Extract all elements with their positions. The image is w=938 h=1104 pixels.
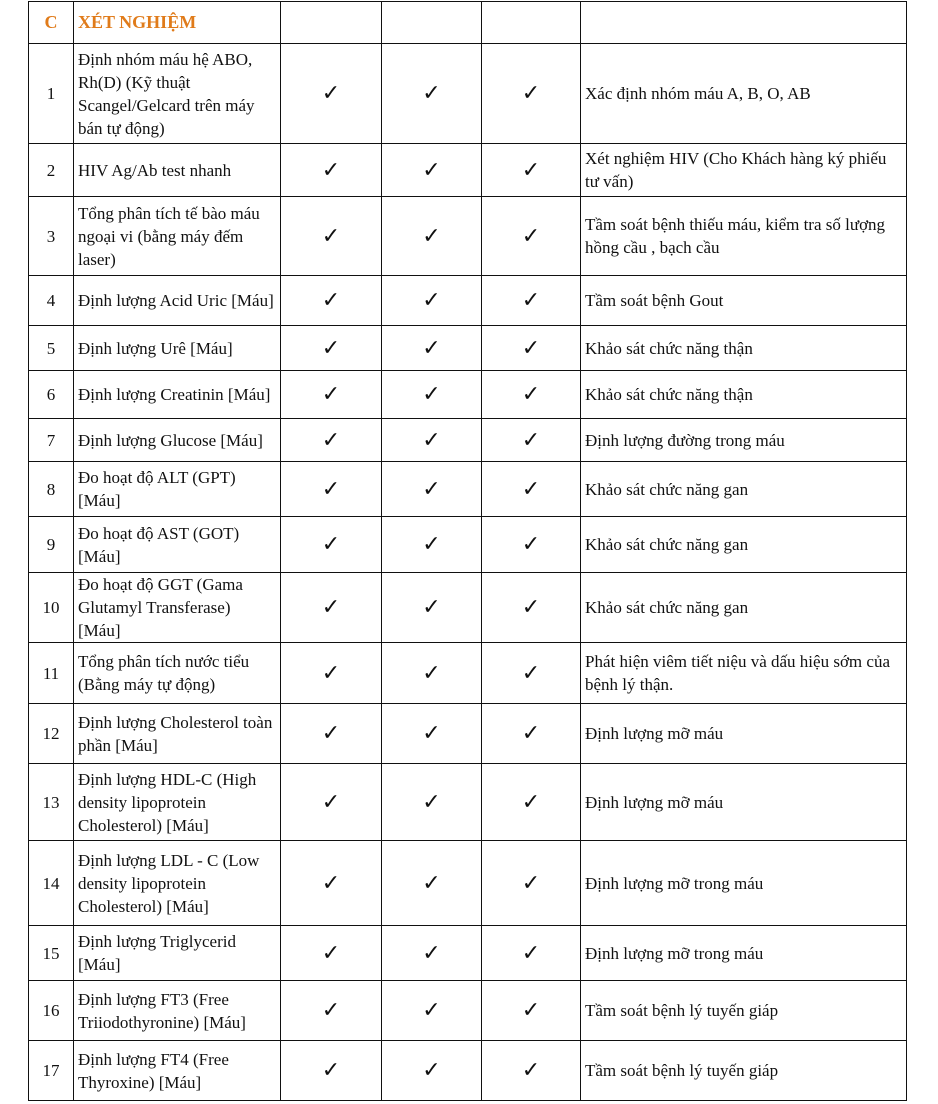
test-name: Đo hoạt độ GGT (Gama Glutamyl Transferase) [Máu] (74, 573, 281, 643)
check-icon: ✓ (281, 44, 382, 144)
row-number: 14 (29, 841, 74, 926)
table-row (29, 643, 907, 704)
table-row (29, 517, 907, 573)
check-icon: ✓ (281, 926, 382, 981)
table-row (29, 704, 907, 764)
test-name: Định lượng FT4 (Free Thyroxine) [Máu] (74, 1041, 281, 1101)
test-name: Tổng phân tích tế bào máu ngoại vi (bằng máy đếm laser) (74, 197, 281, 276)
check-icon: ✓ (281, 419, 382, 462)
test-description: Định lượng mỡ trong máu (581, 841, 907, 926)
check-icon: ✓ (382, 1041, 482, 1101)
test-description: Khảo sát chức năng gan (581, 517, 907, 573)
test-name: Định lượng HDL-C (High density lipoprotein Cholesterol) [Máu] (74, 764, 281, 841)
row-number: 5 (29, 326, 74, 371)
check-icon: ✓ (482, 419, 581, 462)
test-description: Tầm soát bệnh lý tuyến giáp (581, 1041, 907, 1101)
row-number: 16 (29, 981, 74, 1041)
check-icon: ✓ (382, 764, 482, 841)
check-icon: ✓ (382, 276, 482, 326)
check-icon: ✓ (382, 704, 482, 764)
check-icon: ✓ (281, 981, 382, 1041)
test-name: Định lượng Urê [Máu] (74, 326, 281, 371)
test-description: Phát hiện viêm tiết niệu và dấu hiệu sớm của bệnh lý thận. (581, 643, 907, 704)
table-row (29, 764, 907, 841)
check-icon: ✓ (482, 462, 581, 517)
row-number: 8 (29, 462, 74, 517)
check-icon: ✓ (382, 144, 482, 197)
check-icon: ✓ (482, 326, 581, 371)
table-row (29, 981, 907, 1041)
check-icon: ✓ (281, 764, 382, 841)
check-icon: ✓ (482, 841, 581, 926)
check-icon: ✓ (482, 981, 581, 1041)
test-name: Định lượng Triglycerid [Máu] (74, 926, 281, 981)
check-icon: ✓ (482, 764, 581, 841)
check-icon: ✓ (482, 517, 581, 573)
test-name: Định lượng FT3 (Free Triiodothyronine) [Máu] (74, 981, 281, 1041)
test-description: Định lượng mỡ trong máu (581, 926, 907, 981)
table-row (29, 197, 907, 276)
check-icon: ✓ (382, 841, 482, 926)
table-row (29, 573, 907, 643)
table-row (29, 144, 907, 197)
check-icon: ✓ (382, 419, 482, 462)
check-icon: ✓ (482, 643, 581, 704)
check-icon: ✓ (281, 462, 382, 517)
check-icon: ✓ (382, 517, 482, 573)
table-row (29, 44, 907, 144)
row-number: 2 (29, 144, 74, 197)
test-description: Xác định nhóm máu A, B, O, AB (581, 44, 907, 144)
test-description: Khảo sát chức năng gan (581, 462, 907, 517)
test-description: Khảo sát chức năng thận (581, 326, 907, 371)
test-name: Định lượng LDL - C (Low density lipoprotein Cholesterol) [Máu] (74, 841, 281, 926)
test-name: HIV Ag/Ab test nhanh (74, 144, 281, 197)
row-number: 11 (29, 643, 74, 704)
section-title: XÉT NGHIỆM (74, 2, 281, 44)
check-icon: ✓ (281, 643, 382, 704)
check-icon: ✓ (382, 462, 482, 517)
check-icon: ✓ (281, 144, 382, 197)
test-name: Định nhóm máu hệ ABO, Rh(D) (Kỹ thuật Scangel/Gelcard trên máy bán tự động) (74, 44, 281, 144)
test-description: Tầm soát bệnh lý tuyến giáp (581, 981, 907, 1041)
check-icon: ✓ (281, 326, 382, 371)
table-row (29, 419, 907, 462)
check-icon: ✓ (482, 573, 581, 643)
check-icon: ✓ (482, 371, 581, 419)
row-number: 6 (29, 371, 74, 419)
check-icon: ✓ (482, 926, 581, 981)
row-number: 4 (29, 276, 74, 326)
section-code: C (29, 2, 74, 44)
section-header-row (29, 2, 907, 44)
table-row (29, 926, 907, 981)
test-name: Tổng phân tích nước tiểu (Bằng máy tự động) (74, 643, 281, 704)
check-icon: ✓ (281, 276, 382, 326)
row-number: 3 (29, 197, 74, 276)
check-icon: ✓ (382, 326, 482, 371)
check-icon: ✓ (482, 144, 581, 197)
test-description: Tầm soát bệnh thiếu máu, kiểm tra số lượng hồng cầu , bạch cầu (581, 197, 907, 276)
check-icon: ✓ (482, 704, 581, 764)
row-number: 9 (29, 517, 74, 573)
check-icon: ✓ (281, 841, 382, 926)
table-row (29, 1041, 907, 1101)
check-icon: ✓ (281, 573, 382, 643)
check-icon: ✓ (382, 44, 482, 144)
check-icon: ✓ (382, 981, 482, 1041)
test-name: Định lượng Glucose [Máu] (74, 419, 281, 462)
test-name: Đo hoạt độ AST (GOT) [Máu] (74, 517, 281, 573)
test-name: Định lượng Creatinin [Máu] (74, 371, 281, 419)
test-table (28, 1, 907, 1101)
row-number: 10 (29, 573, 74, 643)
row-number: 13 (29, 764, 74, 841)
test-description: Tầm soát bệnh Gout (581, 276, 907, 326)
check-icon: ✓ (281, 197, 382, 276)
table-row (29, 371, 907, 419)
check-icon: ✓ (482, 197, 581, 276)
test-description: Khảo sát chức năng gan (581, 573, 907, 643)
row-number: 12 (29, 704, 74, 764)
test-description: Định lượng mỡ máu (581, 764, 907, 841)
test-name: Định lượng Acid Uric [Máu] (74, 276, 281, 326)
check-icon: ✓ (482, 1041, 581, 1101)
table-row (29, 462, 907, 517)
test-description: Định lượng đường trong máu (581, 419, 907, 462)
check-icon: ✓ (281, 704, 382, 764)
test-name: Đo hoạt độ ALT (GPT) [Máu] (74, 462, 281, 517)
table-row (29, 841, 907, 926)
test-description: Định lượng mỡ máu (581, 704, 907, 764)
check-icon: ✓ (281, 517, 382, 573)
row-number: 15 (29, 926, 74, 981)
check-icon: ✓ (382, 371, 482, 419)
row-number: 7 (29, 419, 74, 462)
check-icon: ✓ (482, 44, 581, 144)
table-row (29, 326, 907, 371)
check-icon: ✓ (382, 197, 482, 276)
check-icon: ✓ (281, 371, 382, 419)
check-icon: ✓ (382, 643, 482, 704)
check-icon: ✓ (281, 1041, 382, 1101)
row-number: 1 (29, 44, 74, 144)
table-row (29, 276, 907, 326)
check-icon: ✓ (382, 573, 482, 643)
test-description: Xét nghiệm HIV (Cho Khách hàng ký phiếu tư vấn) (581, 144, 907, 197)
check-icon: ✓ (382, 926, 482, 981)
test-description: Khảo sát chức năng thận (581, 371, 907, 419)
row-number: 17 (29, 1041, 74, 1101)
test-name: Định lượng Cholesterol toàn phần [Máu] (74, 704, 281, 764)
check-icon: ✓ (482, 276, 581, 326)
